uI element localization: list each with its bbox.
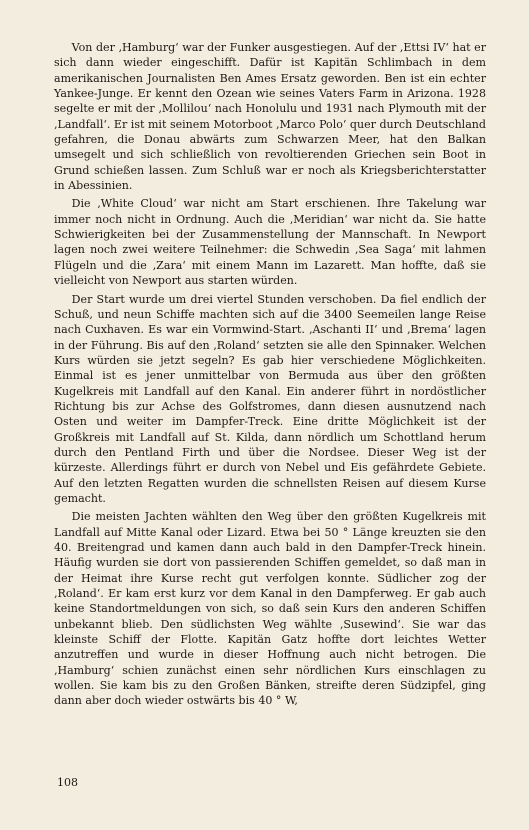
paragraph-3: Der Start wurde um drei viertel Stunden verschoben. Da fiel endlich der Schuß, und neun Schiffe machten sich auf die 3400 Seemeilen lange Reise nach Cuxhaven. Es war ein Vormwind-Start. ‚Aschanti II‘ und ‚Brema‘ lagen in der Führung. Bis auf den ‚Roland‘ setzten sie alle den Spinnaker. Welchen Kurs würden sie jetzt segeln? Es gab hier verschiedene Möglichkeiten. Einmal ist es jener unmittelbar von Bermuda aus über den größten Kugelkreis mit Landfall auf den Kanal. Ein anderer führt in nordöstlicher Richtung bis zur Achse des Golfstromes, dann diesen ausnutzend nach Osten und weiter im Dampfer-Treck. Eine dritte Möglichkeit ist der Großkreis mit Landfall auf St. Kilda, dann nördlich um Schottland herum durch den Pentland Firth und über die Nordsee. Dieser Weg ist der kürzeste. Allerdings führt er durch von Nebel und Eis gefährdete Gebiete. Auf den letzten Regatten wurden die schnellsten Reisen auf diesem Kurse gemacht. (54, 292, 486, 505)
paragraph-2: Die ‚White Cloud‘ war nicht am Start erschienen. Ihre Takelung war immer noch nicht in Ordnung. Auch die ‚Meridian‘ war nicht da. Sie hatte Schwierigkeiten bei der Zusammenstellung der Mannschaft. In Newport lagen noch zwei weitere Teilnehmer: die Schwedin ‚Sea Saga‘ mit lahmen Flügeln und die ‚Zara‘ mit einem Mann im Lazarett. Man hoffte, daß sie vielleicht von Newport aus starten würden. (54, 197, 486, 288)
paragraph-1: Von der ‚Hamburg‘ war der Funker ausgestiegen. Auf der ‚Ettsi IV‘ hat er sich dann wieder eingeschifft. Dafür ist Kapitän Schlimbach in dem amerikanischen Journalisten Ben Ames Ersatz geworden. Ben ist ein echter Yankee-Junge. Er kennt den Ozean wie seines Vaters Farm in Arizona. 1928 segelte er mit der ‚Mollilou‘ nach Honolulu und 1931 nach Plymouth mit der ‚Landfall‘. Er ist mit seinem Motorboot ‚Marco Polo‘ quer durch Deutschland gefahren, die Donau abwärts zum Schwarzen Meer, hat den Balkan umsegelt und sich schließlich von revoltierenden Griechen sein Boot in Grund schießen lassen. Zum Schluß war er noch als Kriegsberichterstatter in Abessinien. (54, 41, 486, 193)
paragraph-4: Die meisten Jachten wählten den Weg über den größten Kugelkreis mit Landfall auf Mitte Kanal oder Lizard. Etwa bei 50 ° Länge kreuzten sie den 40. Breitengrad und kamen dann auch bald in den Dampfer-Treck hinein. Häufig wurden sie dort von passierenden Schiffen gemeldet, so daß man in der Heimat ihre Kurse recht gut verfolgen konnte. Südlicher zog der ‚Roland‘. Er kam erst kurz vor dem Kanal in den Dampferweg. Er gab auch keine Standortmeldungen von sich, so daß sein Kurs den anderen Schiffen unbekannt blieb. Den südlichsten Weg wählte ‚Susewind‘. Sie war das kleinste Schiff der Flotte. Kapitän Gatz hoffte dort leichtes Wetter anzutreffen und wurde in dieser Hoffnung auch nicht betrogen. Die ‚Hamburg‘ schien zunächst einen sehr nördlichen Kurs einschlagen zu wollen. Sie kam bis zu den Großen Bänken, streifte deren Südzipfel, ging dann aber doch wieder ostwärts bis 40 ° W, (54, 510, 486, 708)
body-text (54, 40, 486, 712)
page-number: 108 (57, 776, 78, 789)
